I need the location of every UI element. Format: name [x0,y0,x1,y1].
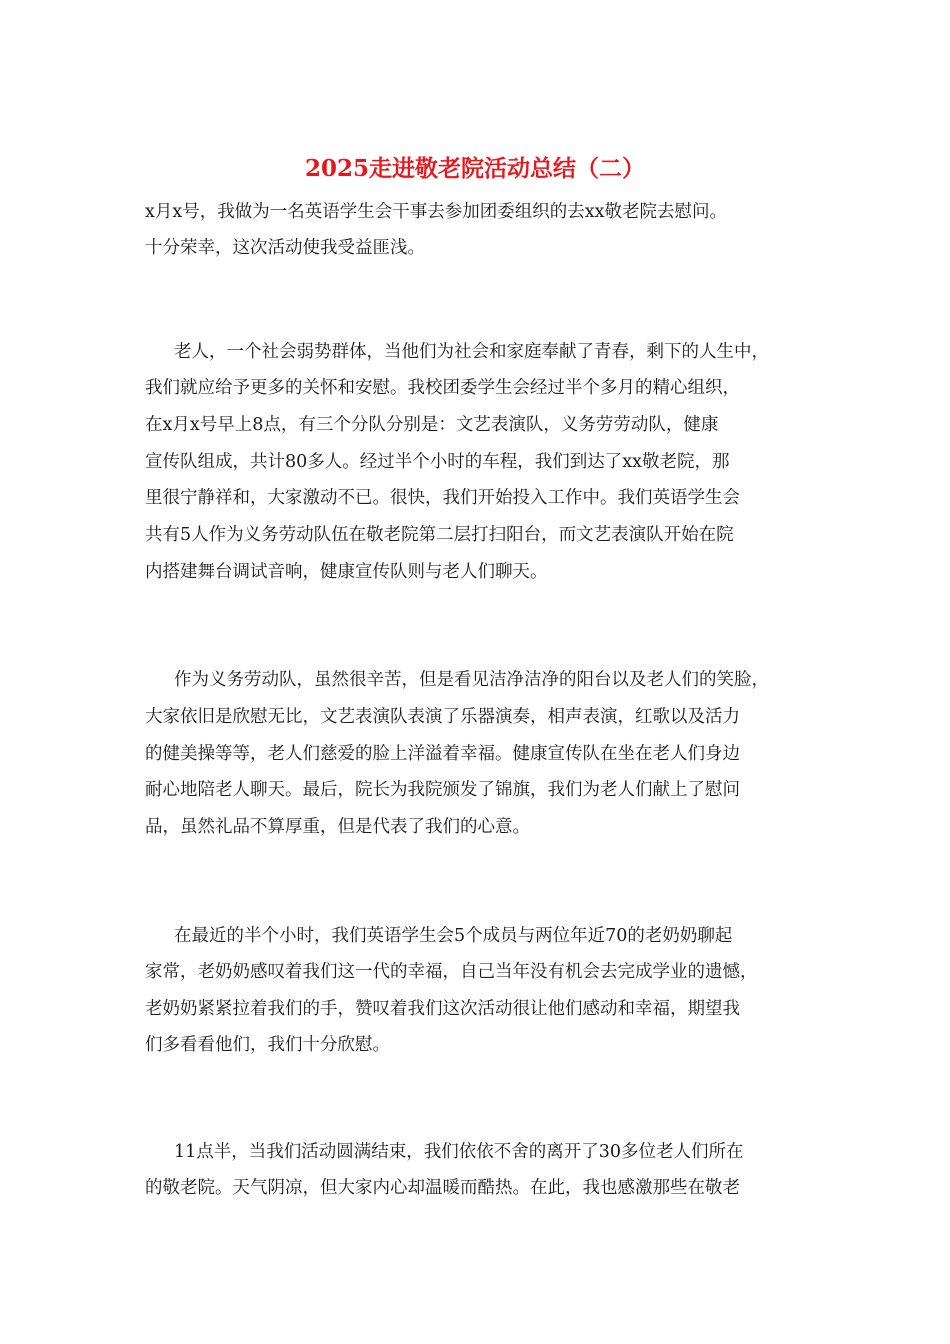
paragraph-3-line-2: 大家依旧是欣慰无比，文艺表演队表演了乐器演奏，相声表演，红歌以及活力 [145,707,740,727]
paragraph-2-line-7: 内搭建舞台调试音响，健康宣传队则与老人们聊天。 [145,562,548,582]
paragraph-2-line-5: 里很宁静祥和，大家激动不已。很快，我们开始投入工作中。我们英语学生会 [145,488,740,508]
paragraph-3-line-1: 作为义务劳动队，虽然很辛苦，但是看见洁净洁净的阳台以及老人们的笑脸， [174,670,769,690]
paragraph-2-line-6: 共有5人作为义务劳动队伍在敬老院第二层打扫阳台，而文艺表演队开始在院 [145,525,734,545]
paragraph-4-line-4: 们多看看他们，我们十分欣慰。 [145,1035,390,1055]
paragraph-5-line-2: 的敬老院。天气阴凉，但大家内心却温暖而酷热。在此，我也感激那些在敬老 [145,1178,740,1198]
paragraph-4-line-1: 在最近的半个小时，我们英语学生会5个成员与两位年近70的老奶奶聊起 [174,926,733,946]
paragraph-2-line-4: 宣传队组成，共计80多人。经过半个小时的车程，我们到达了xx敬老院，那 [145,452,730,472]
paragraph-3-line-4: 耐心地陪老人聊天。最后，院长为我院颁发了锦旗，我们为老人们献上了慰问 [145,780,740,800]
paragraph-1-line-1: x月x号，我做为一名英语学生会干事去参加团委组织的去xx敬老院去慰问。 [145,202,727,222]
paragraph-2-line-1: 老人，一个社会弱势群体，当他们为社会和家庭奉献了青春，剩下的人生中， [174,342,769,362]
paragraph-3-line-3: 的健美操等等，老人们慈爱的脸上洋溢着幸福。健康宣传队在坐在老人们身边 [145,744,740,764]
paragraph-2-line-2: 我们就应给予更多的关怀和安慰。我校团委学生会经过半个多月的精心组织， [145,378,740,398]
paragraph-5-line-1: 11点半，当我们活动圆满结束，我们依依不舍的离开了30多位老人们所在 [174,1142,744,1162]
paragraph-2-line-3: 在x月x号早上8点，有三个分队分别是：文艺表演队，义务劳劳动队，健康 [145,415,719,435]
paragraph-1-line-2: 十分荣幸，这次活动使我受益匪浅。 [145,238,425,258]
paragraph-4-line-3: 老奶奶紧紧拉着我们的手，赞叹着我们这次活动很让他们感动和幸福，期望我 [145,999,740,1019]
paragraph-4-line-2: 家常，老奶奶感叹着我们这一代的幸福，自己当年没有机会去完成学业的遗憾， [145,962,758,982]
paragraph-3-line-5: 品，虽然礼品不算厚重，但是代表了我们的心意。 [145,817,530,837]
document-title: 2025走进敬老院活动总结（二） [304,155,645,182]
